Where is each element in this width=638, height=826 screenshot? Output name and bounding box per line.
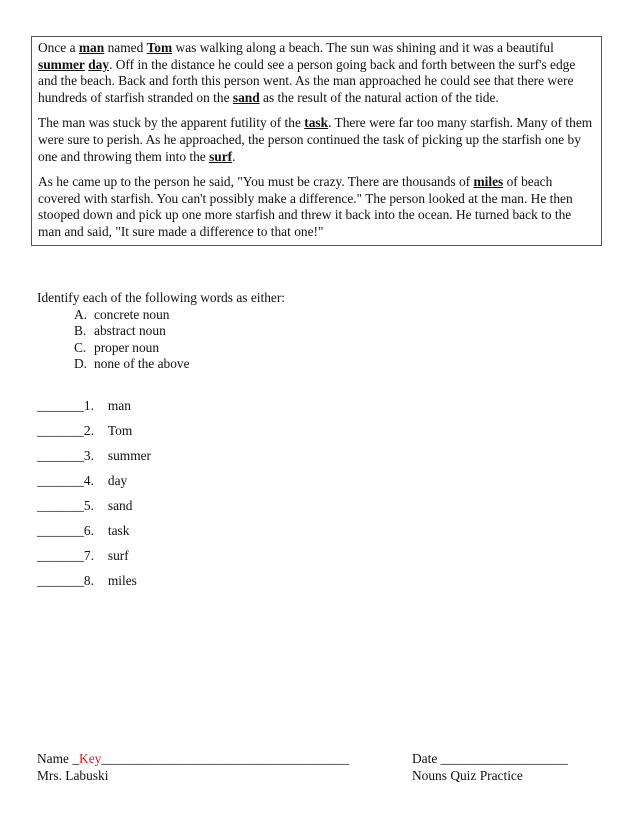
name-field[interactable]	[37, 751, 349, 768]
question-word: summer	[107, 448, 152, 463]
option-letter: A.	[74, 306, 88, 322]
question-number: 5.	[83, 498, 94, 513]
option-d	[74, 356, 597, 373]
date-label: Date	[412, 751, 441, 766]
footer-row-1	[37, 751, 597, 768]
keyword-sand: sand	[232, 89, 260, 105]
question-word: man	[107, 398, 131, 413]
option-text: concrete noun	[94, 306, 170, 322]
passage-text: The man was stuck by the apparent futility of the	[38, 115, 305, 131]
question-number: 8.	[83, 573, 94, 588]
passage-text: of beach covered with starfish. You can't possibly make a difference." The person looked at the man. He then stooped down and pick up one more starfish and threw it back into the ocean. He turned back to the man and said, "It sure made a difference to that one!"	[38, 174, 573, 239]
passage-text: was walking along a beach. The sun was shining and it was a beautiful	[172, 40, 554, 55]
option-text: abstract noun	[94, 323, 166, 339]
option-text: proper noun	[94, 339, 160, 355]
keyword-surf: surf	[209, 148, 233, 164]
story-passage-box	[31, 36, 602, 246]
passage-text: . There were far too many starfish. Many of them were sure to perish. As he approached, the person continued the task of picking up the starfish one by one and throwing them into the	[38, 115, 593, 164]
keyword-task: task	[304, 115, 329, 131]
question-item	[37, 398, 337, 423]
quiz-title: Nouns Quiz Practice	[412, 767, 523, 783]
option-letter: D.	[74, 356, 88, 372]
instructions-prompt: Identify each of the following words as either:	[37, 290, 286, 305]
passage-text: named	[104, 40, 147, 55]
question-word: sand	[107, 498, 133, 513]
question-word: miles	[107, 573, 137, 588]
keyword-tom: Tom	[146, 40, 173, 55]
passage-paragraph-1	[38, 40, 595, 106]
question-number: 2.	[83, 423, 94, 438]
passage-paragraph-3	[38, 174, 595, 240]
passage-text: Once a	[38, 40, 79, 55]
option-b	[74, 323, 597, 340]
question-number: 4.	[83, 473, 94, 488]
answer-blank[interactable]: _______	[37, 398, 84, 413]
answer-blank[interactable]: _______	[37, 573, 84, 588]
question-list	[37, 398, 337, 598]
passage-text: .	[232, 148, 236, 164]
question-number: 3.	[83, 448, 94, 463]
answer-options-list	[37, 307, 597, 373]
question-word: day	[107, 473, 128, 488]
keyword-man: man	[78, 40, 105, 55]
question-item	[37, 448, 337, 473]
passage-text: . Off in the distance he could see a person going back and forth between the surf's edge and the beach. Back and forth this person went. As the man approached he could see that there were hundreds of starfish stranded on the	[38, 56, 576, 105]
question-number: 1.	[83, 398, 94, 413]
answer-blank[interactable]: _______	[37, 423, 84, 438]
date-line: ___________________	[440, 751, 568, 766]
keyword-summer: summer	[38, 56, 85, 72]
question-item	[37, 473, 337, 498]
question-item	[37, 548, 337, 573]
question-word: Tom	[107, 423, 133, 438]
answer-blank[interactable]: _______	[37, 473, 84, 488]
worksheet-footer	[37, 751, 597, 784]
name-value: Key	[79, 751, 102, 766]
teacher-name: Mrs. Labuski	[37, 767, 109, 783]
date-field[interactable]	[412, 751, 568, 768]
keyword-miles: miles	[473, 174, 504, 190]
footer-row-2	[37, 768, 597, 785]
instructions-block	[37, 290, 597, 373]
answer-blank[interactable]: _______	[37, 448, 84, 463]
passage-text: as the result of the natural action of the tide.	[259, 89, 499, 105]
name-label: Name _	[37, 751, 80, 766]
question-word: task	[107, 523, 130, 538]
question-item	[37, 573, 337, 598]
question-item	[37, 498, 337, 523]
answer-blank[interactable]: _______	[37, 498, 84, 513]
name-line: _____________________________________	[101, 751, 350, 766]
passage-paragraph-2	[38, 115, 595, 165]
question-number: 6.	[83, 523, 94, 538]
option-letter: B.	[74, 323, 87, 339]
question-item	[37, 523, 337, 548]
question-number: 7.	[83, 548, 94, 563]
option-a	[74, 307, 597, 324]
keyword-day: day	[88, 56, 110, 72]
answer-blank[interactable]: _______	[37, 548, 84, 563]
passage-text: As he came up to the person he said, "You must be crazy. There are thousands of	[38, 174, 474, 190]
question-item	[37, 423, 337, 448]
answer-blank[interactable]: _______	[37, 523, 84, 538]
option-letter: C.	[74, 339, 87, 355]
question-word: surf	[107, 548, 129, 563]
option-text: none of the above	[94, 356, 190, 372]
option-c	[74, 340, 597, 357]
